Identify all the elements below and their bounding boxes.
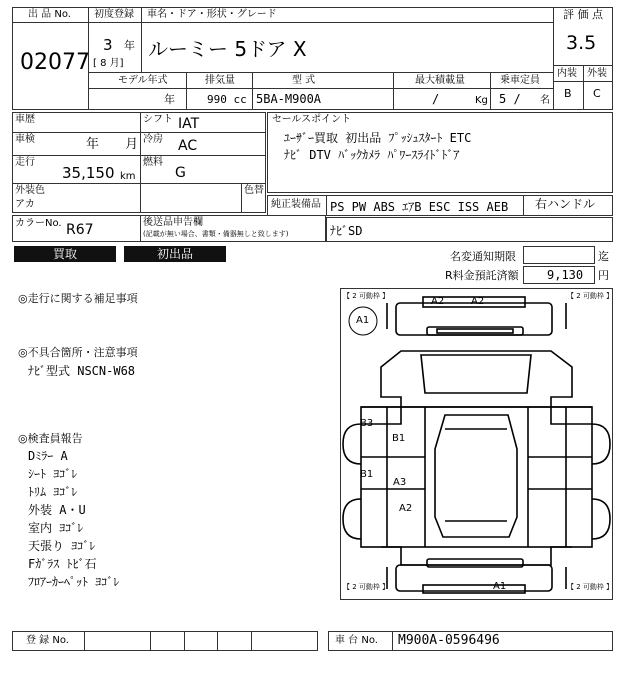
inspector-line-4: 室内 ﾖｺﾞﾚ xyxy=(28,521,84,535)
shift-value: IAT xyxy=(178,116,200,132)
divider xyxy=(393,72,394,110)
recycle-unit: 円 xyxy=(598,269,609,282)
exterior-label: 外装 xyxy=(587,68,607,79)
divider xyxy=(326,195,327,216)
first-reg-label: 初度登録 xyxy=(94,9,134,20)
model-label: 型 式 xyxy=(292,75,316,86)
lot-number: 02077 xyxy=(20,50,90,75)
mileage-value: 35,150 xyxy=(62,164,115,182)
chassis-label: 車 台 No. xyxy=(335,635,378,646)
car-diagram xyxy=(340,288,613,600)
first-reg-year: 3 xyxy=(103,36,113,54)
steering-value: 右ハンドル xyxy=(535,197,596,211)
details-frame xyxy=(12,112,266,213)
damage-mark-a2-side: A2 xyxy=(399,503,413,514)
tag-buyback: 買取 xyxy=(14,246,116,262)
damage-mark-a2-right: A2 xyxy=(471,296,485,307)
corner-bottom-right: 【 2 可動枠 】 xyxy=(567,583,614,591)
divider xyxy=(523,195,524,216)
divider xyxy=(12,155,266,156)
inspector-title: ◎検査員報告 xyxy=(18,432,83,445)
exterior-grade: C xyxy=(593,87,601,100)
model-year-unit: 年 xyxy=(164,93,175,106)
color-change-label: 色替 xyxy=(244,185,264,196)
divider xyxy=(186,72,187,110)
fuel-label: 燃料 xyxy=(143,157,163,168)
divider xyxy=(184,631,185,651)
postpaid-value: ﾅﾋﾞSD xyxy=(330,224,363,238)
max-load-value: / xyxy=(432,92,440,106)
inspector-line-3: 外装 A・U xyxy=(28,503,86,517)
divider xyxy=(84,631,85,651)
divider xyxy=(583,65,584,110)
driving-notes-title: ◎走行に関する補足事項 xyxy=(18,292,138,305)
divider xyxy=(553,81,613,82)
fuel-value: G xyxy=(175,165,186,181)
damage-mark-a1-circle: A1 xyxy=(356,315,370,326)
inspector-line-7: ﾌﾛｱｰｶｰﾍﾟｯﾄ ﾖｺﾞﾚ xyxy=(28,575,120,589)
registration-label: 登 録 No. xyxy=(26,635,69,646)
divider xyxy=(88,88,553,89)
model-year-label: モデル年式 xyxy=(118,75,168,86)
damage-mark-a1-rear: A1 xyxy=(493,581,507,592)
capacity-label: 乗車定員 xyxy=(500,75,540,86)
postpaid-value-frame xyxy=(326,217,613,242)
damage-mark-a3: A3 xyxy=(393,477,407,488)
displacement-label: 排気量 xyxy=(205,75,235,86)
divider xyxy=(12,132,266,133)
divider xyxy=(251,631,252,651)
divider xyxy=(392,631,393,651)
corner-top-left: 【 2 可動枠 】 xyxy=(343,292,390,300)
notice-box xyxy=(523,246,595,264)
divider xyxy=(12,183,266,184)
notice-unit: 迄 xyxy=(598,250,609,263)
car-label: 車名・ドア・形状・グレード xyxy=(147,9,277,20)
inspector-line-6: Fｶﾞﾗｽ ﾄﾋﾞ石 xyxy=(28,557,97,571)
sales-points-line2: ﾅﾋﾞ DTV ﾊﾞｯｸｶﾒﾗ ﾊﾟﾜｰｽﾗｲﾄﾞﾄﾞｱ xyxy=(284,148,460,162)
color-value: アカ xyxy=(15,199,35,210)
color-label: 外装色 xyxy=(15,185,45,196)
postpaid-label: 後送品申告欄 xyxy=(143,217,203,228)
inspection-label: 車検 xyxy=(15,134,35,145)
interior-grade: B xyxy=(564,87,572,100)
mileage-unit: km xyxy=(120,171,136,182)
corner-top-right: 【 2 可動枠 】 xyxy=(567,292,614,300)
divider xyxy=(140,215,141,242)
max-load-unit: Kg xyxy=(475,95,488,106)
capacity-value: 5 / xyxy=(499,92,521,106)
equipment-label: 純正装備品 xyxy=(271,199,321,210)
history-label: 車歴 xyxy=(15,114,35,125)
interior-label: 内装 xyxy=(557,68,577,79)
defects-title: ◎不具合箇所・注意事項 xyxy=(18,346,138,359)
divider xyxy=(490,72,491,110)
divider xyxy=(241,183,242,213)
damage-mark-b3: B3 xyxy=(360,418,374,429)
displacement-value: 990 cc xyxy=(207,93,247,106)
damage-mark-a2-left: A2 xyxy=(431,296,445,307)
color-no-label: カラーNo. xyxy=(15,218,62,229)
sales-points-label: セールスポイント xyxy=(272,114,352,125)
equipment-items: PS PW ABS ｴｱB ESC ISS AEB xyxy=(330,200,509,214)
divider xyxy=(252,72,253,110)
inspector-line-1: ｼｰﾄ ﾖｺﾞﾚ xyxy=(28,467,78,481)
shift-label: シフト xyxy=(143,114,173,125)
capacity-unit: 名 xyxy=(540,95,550,106)
recycle-amount: 9,130 xyxy=(547,268,584,282)
car-outline xyxy=(341,289,612,599)
notice-label: 名変通知期限 xyxy=(450,250,516,263)
divider xyxy=(150,631,151,651)
divider xyxy=(141,7,142,72)
sales-points-line1: ﾕｰｻﾞｰ買取 初出品 ﾌﾟｯｼｭｽﾀｰﾄ ETC xyxy=(284,131,472,145)
divider xyxy=(140,112,141,213)
model-value: 5BA-M900A xyxy=(256,92,322,106)
defects-line: ﾅﾋﾞ型式 NSCN-W68 xyxy=(28,364,136,378)
inspector-line-5: 天張り ﾖｺﾞﾚ xyxy=(28,539,96,553)
chassis-value: M900A-0596496 xyxy=(398,633,500,648)
postpaid-note: (記載が無い場合、書類・備器無しと致します) xyxy=(143,230,289,238)
divider xyxy=(553,7,554,110)
divider xyxy=(88,72,553,73)
recycle-label: R料金預託済額 xyxy=(445,269,519,282)
ac-value: AC xyxy=(178,138,198,154)
tag-first-listing: 初出品 xyxy=(124,246,226,262)
score-label: 評 価 点 xyxy=(563,8,603,21)
ac-label: 冷房 xyxy=(143,134,163,145)
mileage-label: 走行 xyxy=(15,157,35,168)
first-reg-year-unit: 年 xyxy=(124,39,135,52)
score-value: 3.5 xyxy=(566,32,597,54)
inspector-line-2: ﾄﾘﾑ ﾖｺﾞﾚ xyxy=(28,485,78,499)
lot-label: 出 品 No. xyxy=(28,9,71,20)
inspection-value: 年 月 xyxy=(86,137,139,152)
corner-bottom-left: 【 2 可動枠 】 xyxy=(343,583,390,591)
inspector-line-0: Dﾐﾗｰ A xyxy=(28,449,68,463)
color-no-value: R67 xyxy=(66,222,94,238)
car-name: ルーミー 5ドア X xyxy=(148,37,307,61)
divider xyxy=(217,631,218,651)
max-load-label: 最大積載量 xyxy=(415,75,465,86)
divider xyxy=(88,22,553,23)
first-reg-month: [ 8 月] xyxy=(93,58,124,69)
divider xyxy=(12,22,88,23)
damage-mark-b1-door: B1 xyxy=(392,433,406,444)
damage-mark-b1-side: B1 xyxy=(360,469,374,480)
